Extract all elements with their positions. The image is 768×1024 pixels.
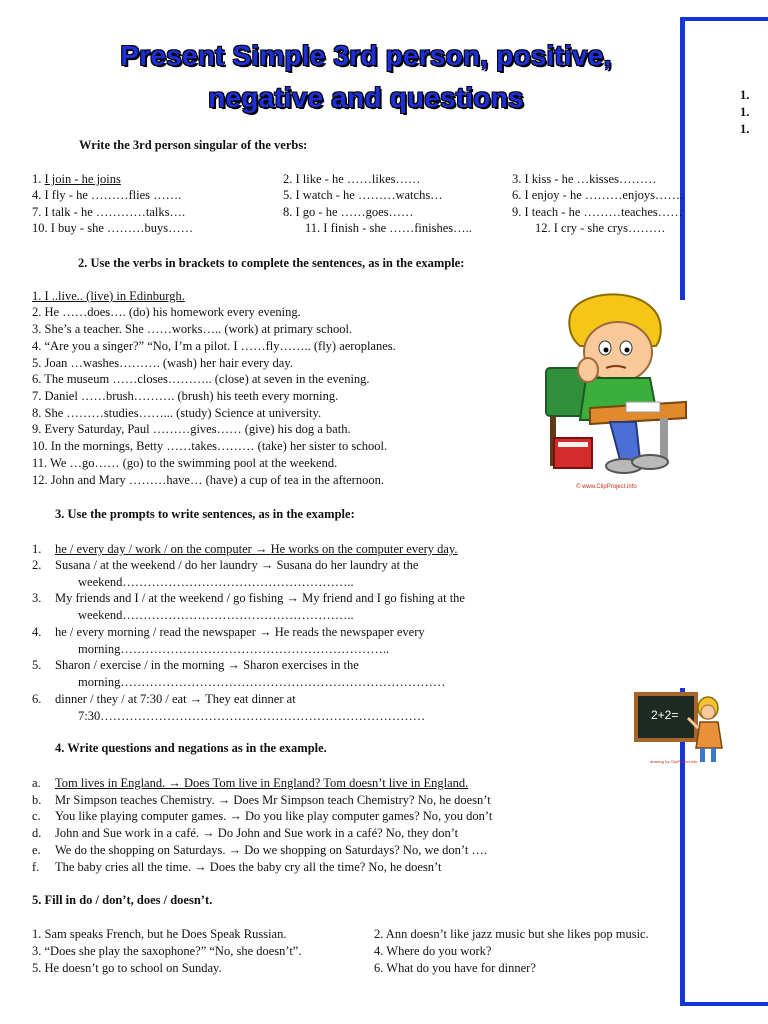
ex1-item: 10. I buy - she ………buys…… [32, 221, 194, 235]
ex4-item: Mr Simpson teaches Chemistry. → Does Mr Simpson teach Chemistry? No, he doesn’t [55, 793, 491, 807]
ex2-item: 10. In the mornings, Betty ……takes……… (take) her sister to school. [32, 439, 388, 453]
ex4-item-letter: b. [32, 793, 42, 807]
page-title-line-2: negative and questions [208, 82, 524, 113]
ex3-item-continued: 7:30…………………………………………………………………… [78, 709, 426, 723]
ex3-item-continued: morning……………………………………………………….. [78, 642, 390, 656]
ex3-item: Sharon / exercise / in the morning → Sharon exercises in the [55, 658, 359, 672]
ex1-item: 3. I kiss - he …kisses……… [512, 172, 657, 186]
blackboard-icon [630, 688, 728, 770]
ex3-item-number: 2. [32, 558, 42, 572]
ex2-item: 4. “Are you a singer?” “No, I’m a pilot. I ……fly…….. (fly) aeroplanes. [32, 339, 396, 353]
blackboard-caption: drawing by ClipProject.info [650, 759, 698, 764]
ex2-item: 8. She ………studies……... (study) Science at university. [32, 406, 322, 420]
ex2-item: 6. The museum ……closes……….. (close) at seven in the evening. [32, 372, 370, 386]
exercise-1-heading: Write the 3rd person singular of the verbs: [79, 138, 308, 152]
ex4-item: Tom lives in England. → Does Tom live in England? Tom doesn’t live in England. [55, 776, 469, 790]
ex1-item: 4. I fly - he ………flies ……. [32, 188, 182, 202]
ex5-item: 2. Ann doesn’t like jazz music but she likes pop music. [374, 927, 649, 941]
blackboard-text: 2+2= [651, 708, 679, 722]
ex2-item: 1. I ..live.. (live) in Edinburgh. [32, 289, 185, 303]
ex3-item: he / every day / work / on the computer → He works on the computer every day. [55, 542, 458, 556]
ex1-item: 1. I join - he joins [32, 172, 121, 186]
ex1-item: 12. I cry - she crys……… [535, 221, 666, 235]
ex3-item: My friends and I / at the weekend / go fishing → My friend and I go fishing at the [55, 591, 465, 605]
blue-frame-top [680, 17, 768, 21]
ex3-item-number: 4. [32, 625, 42, 639]
ex1-item: 11. I finish - she ……finishes….. [305, 221, 472, 235]
ex3-item: he / every morning / read the newspaper → He reads the newspaper every [55, 625, 425, 639]
ex4-item-letter: e. [32, 843, 41, 857]
ex1-item: 6. I enjoy - he ………enjoys……. [512, 188, 684, 202]
ex4-item-letter: c. [32, 809, 41, 823]
ex5-item: 6. What do you have for dinner? [374, 961, 536, 975]
ex3-item-number: 1. [32, 542, 42, 556]
blackboard-clipart [630, 688, 728, 770]
ex4-item: The baby cries all the time. → Does the baby cry all the time? No, he doesn’t [55, 860, 442, 874]
ex2-item: 7. Daniel ……brush………. (brush) his teeth every morning. [32, 389, 339, 403]
exercise-4-heading: 4. Write questions and negations as in the example. [55, 741, 327, 755]
ex2-item: 11. We …go…… (go) to the swimming pool at the weekend. [32, 456, 338, 470]
side-number-3: 1. [740, 122, 750, 136]
ex3-item-continued: weekend……………………………………………….. [78, 608, 354, 622]
ex3-item-continued: weekend……………………………………………….. [78, 575, 354, 589]
ex3-item-continued: morning…………………………………………………………………… [78, 675, 446, 689]
ex2-item: 12. John and Mary ………have… (have) a cup of tea in the afternoon. [32, 473, 384, 487]
exercise-3-heading: 3. Use the prompts to write sentences, as in the example: [55, 507, 355, 521]
ex4-item-letter: a. [32, 776, 41, 790]
ex4-item: We do the shopping on Saturdays. → Do we shopping on Saturdays? No, we don’t …. [55, 843, 488, 857]
ex3-item-number: 5. [32, 658, 42, 672]
ex1-item: 9. I teach - he ………teaches…… [512, 205, 683, 219]
ex5-item: 4. Where do you work? [374, 944, 492, 958]
side-number-1: 1. [740, 88, 750, 102]
ex3-item-number: 6. [32, 692, 42, 706]
ex4-item: John and Sue work in a café. → Do John and Sue work in a café? No, they don’t [55, 826, 459, 840]
ex3-item: Susana / at the weekend / do her laundry → Susana do her laundry at the [55, 558, 419, 572]
ex5-item: 5. He doesn’t go to school on Sunday. [32, 961, 222, 975]
ex2-item: 2. He ……does…. (do) his homework every evening. [32, 305, 301, 319]
blue-frame-bottom [680, 1002, 768, 1006]
ex2-item: 9. Every Saturday, Paul ………gives…… (give) his dog a bath. [32, 422, 351, 436]
ex4-item: You like playing computer games. → Do you like play computer games? No, you don’t [55, 809, 493, 823]
ex1-item: 5. I watch - he ………watchs… [283, 188, 443, 202]
ex1-item: 8. I go - he ……goes…… [283, 205, 414, 219]
side-number-2: 1. [740, 105, 750, 119]
exercise-2-heading: 2. Use the verbs in brackets to complete the sentences, as in the example: [78, 256, 465, 270]
ex3-item-number: 3. [32, 591, 42, 605]
ex5-item: 3. “Does she play the saxophone?” “No, she doesn’t”. [32, 944, 302, 958]
ex1-item: 2. I like - he ……likes…… [283, 172, 421, 186]
student-desk-icon [540, 290, 690, 495]
page-title-line-1: Present Simple 3rd person, positive, [120, 40, 612, 71]
exercise-5-heading: 5. Fill in do / don’t, does / doesn’t. [32, 893, 213, 907]
ex3-item: dinner / they / at 7:30 / eat → They eat dinner at [55, 692, 296, 706]
blue-frame-upper [680, 17, 685, 300]
ex5-item: 1. Sam speaks French, but he Does Speak Russian. [32, 927, 287, 941]
ex2-item: 5. Joan …washes………. (wash) her hair every day. [32, 356, 293, 370]
ex1-item: 7. I talk - he …………talks…. [32, 205, 186, 219]
clipart-caption: © www.ClipProject.info [576, 484, 637, 490]
ex4-item-letter: d. [32, 826, 42, 840]
ex2-item: 3. She’s a teacher. She ……works….. (work) at primary school. [32, 322, 353, 336]
student-clipart [540, 290, 690, 495]
ex4-item-letter: f. [32, 860, 40, 874]
